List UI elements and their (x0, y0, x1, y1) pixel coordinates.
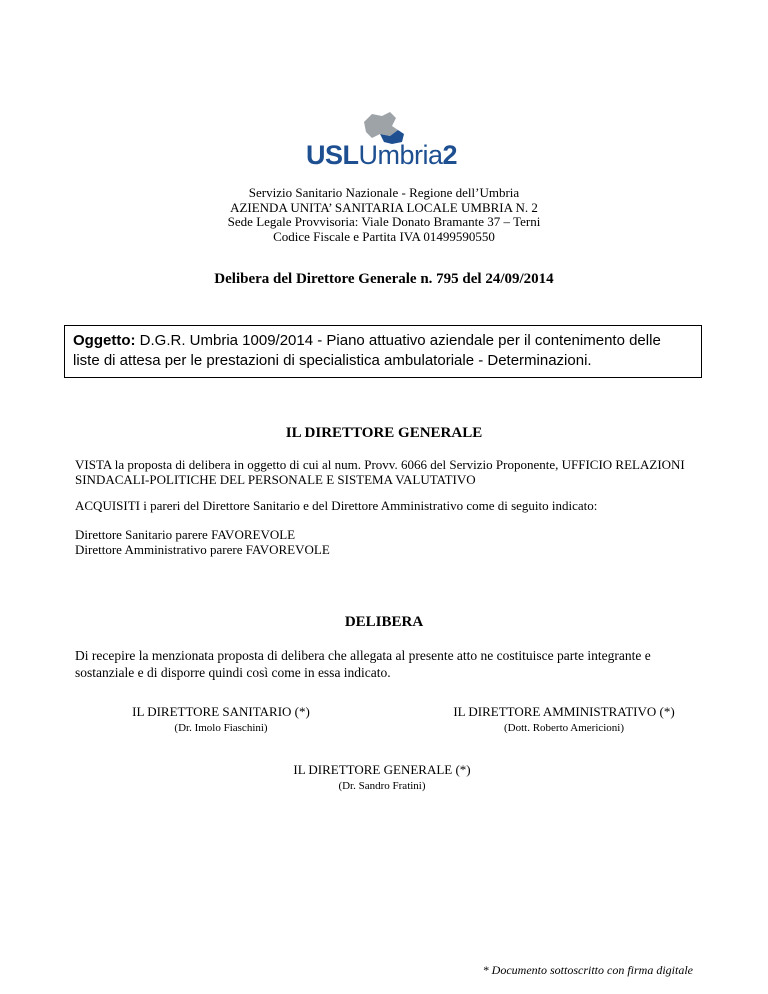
header-line-2: AZIENDA UNITA’ SANITARIA LOCALE UMBRIA N. 2 (230, 200, 538, 215)
logo-usl: USL (306, 140, 359, 170)
header-line-4: Codice Fiscale e Partita IVA 01499590550 (273, 229, 495, 244)
signature-amministrativo (430, 704, 698, 734)
delibera-title: Delibera del Direttore Generale n. 795 del 24/09/2014 (214, 271, 554, 287)
oggetto-text-2: liste di attesa per le prestazioni di specialistica ambulatoriale - Determinazioni. (73, 352, 592, 369)
oggetto-label: Oggetto: (73, 332, 136, 349)
oggetto-line-1 (73, 331, 701, 351)
recepire-paragraph (75, 647, 695, 681)
parere-amministrativo: Direttore Amministrativo parere FAVOREVOLE (75, 542, 330, 557)
signature-amministrativo-name: (Dott. Roberto Americioni) (503, 722, 625, 734)
signature-generale-role: IL DIRETTORE GENERALE (*) (293, 762, 471, 777)
acquisiti-paragraph: ACQUISITI i pareri del Direttore Sanitario e del Direttore Amministrativo come di seguito indicato: (75, 498, 598, 513)
header-line-1: Servizio Sanitario Nazionale - Regione dell’Umbria (248, 185, 520, 200)
delibera-heading: DELIBERA (344, 614, 424, 630)
vista-line-1: VISTA la proposta di delibera in oggetto di cui al num. Provv. 6066 del Servizio Proponente, UFFICIO RELAZIONI (75, 457, 685, 472)
signature-sanitario-name: (Dr. Imolo Fiaschini) (174, 722, 268, 734)
header-line-3: Sede Legale Provvisoria: Viale Donato Bramante 37 – Terni (227, 214, 541, 229)
recepire-line-1: Di recepire la menzionata proposta di delibera che allegata al presente atto ne costituisce parte integrante e (75, 648, 651, 663)
signature-sanitario-role: IL DIRETTORE SANITARIO (*) (132, 704, 310, 719)
pareri-list (75, 527, 695, 557)
oggetto-text-1: D.G.R. Umbria 1009/2014 - Piano attuativo aziendale per il contenimento delle (135, 332, 661, 349)
signature-amministrativo-role: IL DIRETTORE AMMINISTRATIVO (*) (453, 704, 675, 719)
signature-generale (268, 762, 496, 792)
vista-line-2: SINDACALI-POLITICHE DEL PERSONALE E SISTEMA VALUTATIVO (75, 472, 476, 487)
logo-two: 2 (442, 140, 458, 170)
oggetto-box (64, 325, 702, 378)
logo-umbria: Umbria (358, 140, 443, 170)
recepire-line-2: sostanziale e di disporre quindi così come in essa indicato. (75, 665, 391, 680)
signature-sanitario (106, 704, 336, 734)
signature-generale-name: (Dr. Sandro Fratini) (338, 780, 426, 792)
direttore-heading: IL DIRETTORE GENERALE (285, 425, 483, 441)
logo-wordmark (306, 140, 457, 171)
vista-paragraph (75, 457, 695, 487)
parere-sanitario: Direttore Sanitario parere FAVOREVOLE (75, 527, 296, 542)
footer-note: * Documento sottoscritto con firma digitale (482, 963, 693, 977)
